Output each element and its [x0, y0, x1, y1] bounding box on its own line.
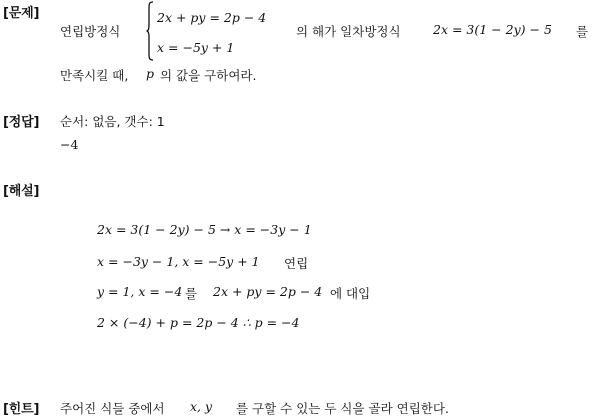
target-equation: 2x = 3(1 − 2y) − 5 [433, 22, 552, 37]
solution-step-1: 2x = 3(1 − 2y) − 5 → x = −3y − 1 [97, 222, 312, 237]
problem-line2-text-a: 만족시킬 때, [60, 68, 129, 83]
solution-step-4: 2 × (−4) + p = 2p − 4 ∴ p = −4 [97, 315, 300, 330]
system-brace [146, 1, 154, 61]
variable-p: p [146, 66, 155, 81]
problem-lead-text: 연립방정식 [60, 24, 121, 39]
solution-step-3-math-1: y = 1, x = −4 [97, 284, 183, 299]
problem-tag: [문제] [3, 6, 40, 21]
solution-step-2-text: 연립 [284, 256, 309, 271]
problem-mid-text: 의 해가 일차방정식 [296, 24, 401, 39]
system-equation-2: x = −5y + 1 [157, 40, 235, 55]
solution-step-3-text-1: 를 [185, 286, 198, 301]
hint-variables: x, y [190, 399, 213, 414]
hint-text-b: 를 구할 수 있는 두 식을 골라 연립한다. [236, 401, 449, 416]
hint-text-a: 주어진 식들 중에서 [60, 401, 165, 416]
hint-tag: [힌트] [3, 402, 40, 417]
system-equation-1: 2x + py = 2p − 4 [157, 10, 267, 25]
answer-value: −4 [60, 137, 79, 152]
solution-tag: [해설] [3, 184, 40, 199]
answer-order-text: 순서: 없음, 갯수: 1 [60, 114, 165, 129]
solution-step-3-math-2: 2x + py = 2p − 4 [213, 284, 323, 299]
answer-tag: [정답] [3, 115, 40, 130]
problem-line2-text-b: 의 값을 구하여라. [160, 68, 257, 83]
solution-step-2-math: x = −3y − 1, x = −5y + 1 [97, 254, 260, 269]
solution-step-3-text-2: 에 대입 [330, 286, 371, 301]
problem-particle: 를 [576, 24, 589, 39]
